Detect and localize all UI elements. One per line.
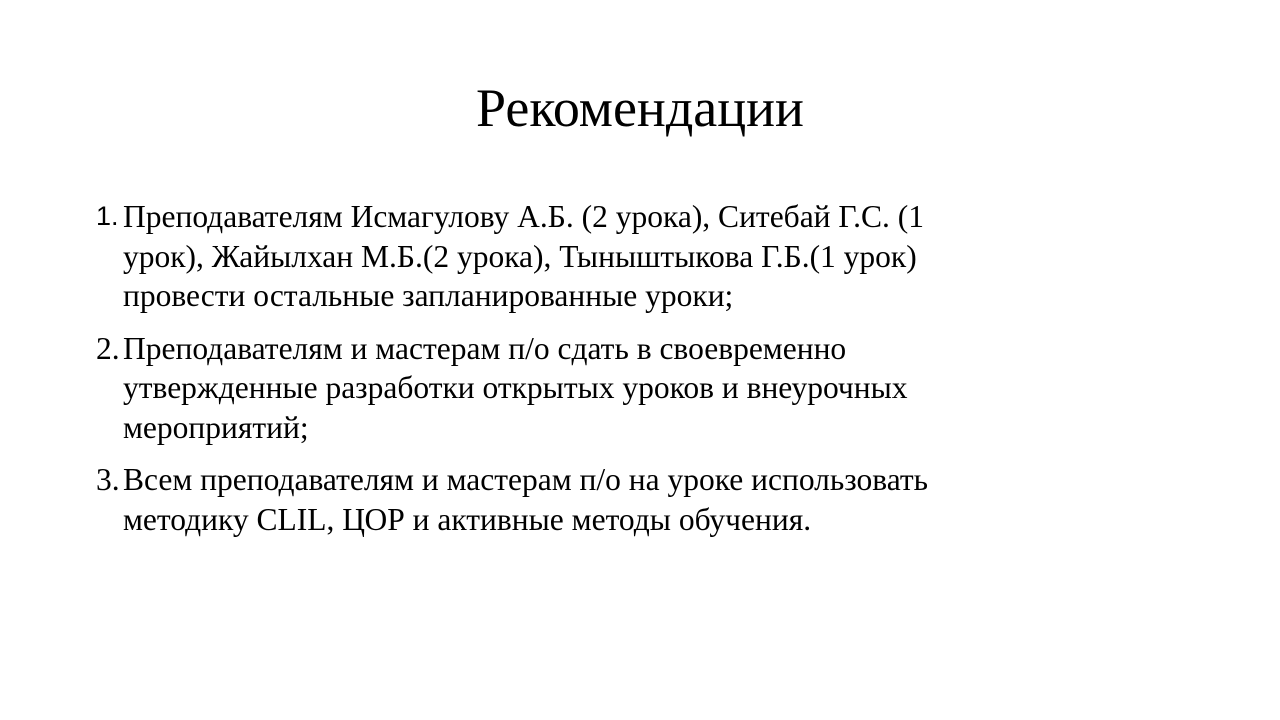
list-item-line: Преподавателям Исмагулову А.Б. (2 урока), Ситебай Г.С. (1 — [123, 199, 924, 234]
list-item-line: урок), Жайылхан М.Б.(2 урока), Тыныштыкова Г.Б.(1 урок) — [123, 238, 917, 274]
list-item-line: утвержденные разработки открытых уроков и внеурочных — [123, 370, 908, 405]
list-item-number: 3. — [96, 462, 120, 497]
slide-title: Рекомендации — [476, 78, 804, 138]
list-item-line: Всем преподавателям и мастерам п/о на уроке использовать — [123, 462, 929, 497]
list-item — [96, 197, 1096, 316]
list-item-number: 2. — [96, 330, 120, 366]
list-item-line: Преподавателям и мастерам п/о сдать в своевременно — [123, 330, 847, 366]
list-item — [96, 329, 1096, 448]
list-item-line: методику CLIL, ЦОР и активные методы обучения. — [123, 501, 812, 537]
list-item-number: 1. — [96, 201, 119, 231]
list-item — [96, 460, 1096, 539]
recommendations-list — [96, 197, 1096, 552]
list-item-line: провести остальные запланированные уроки; — [123, 278, 734, 313]
list-item-line: мероприятий; — [123, 409, 309, 445]
